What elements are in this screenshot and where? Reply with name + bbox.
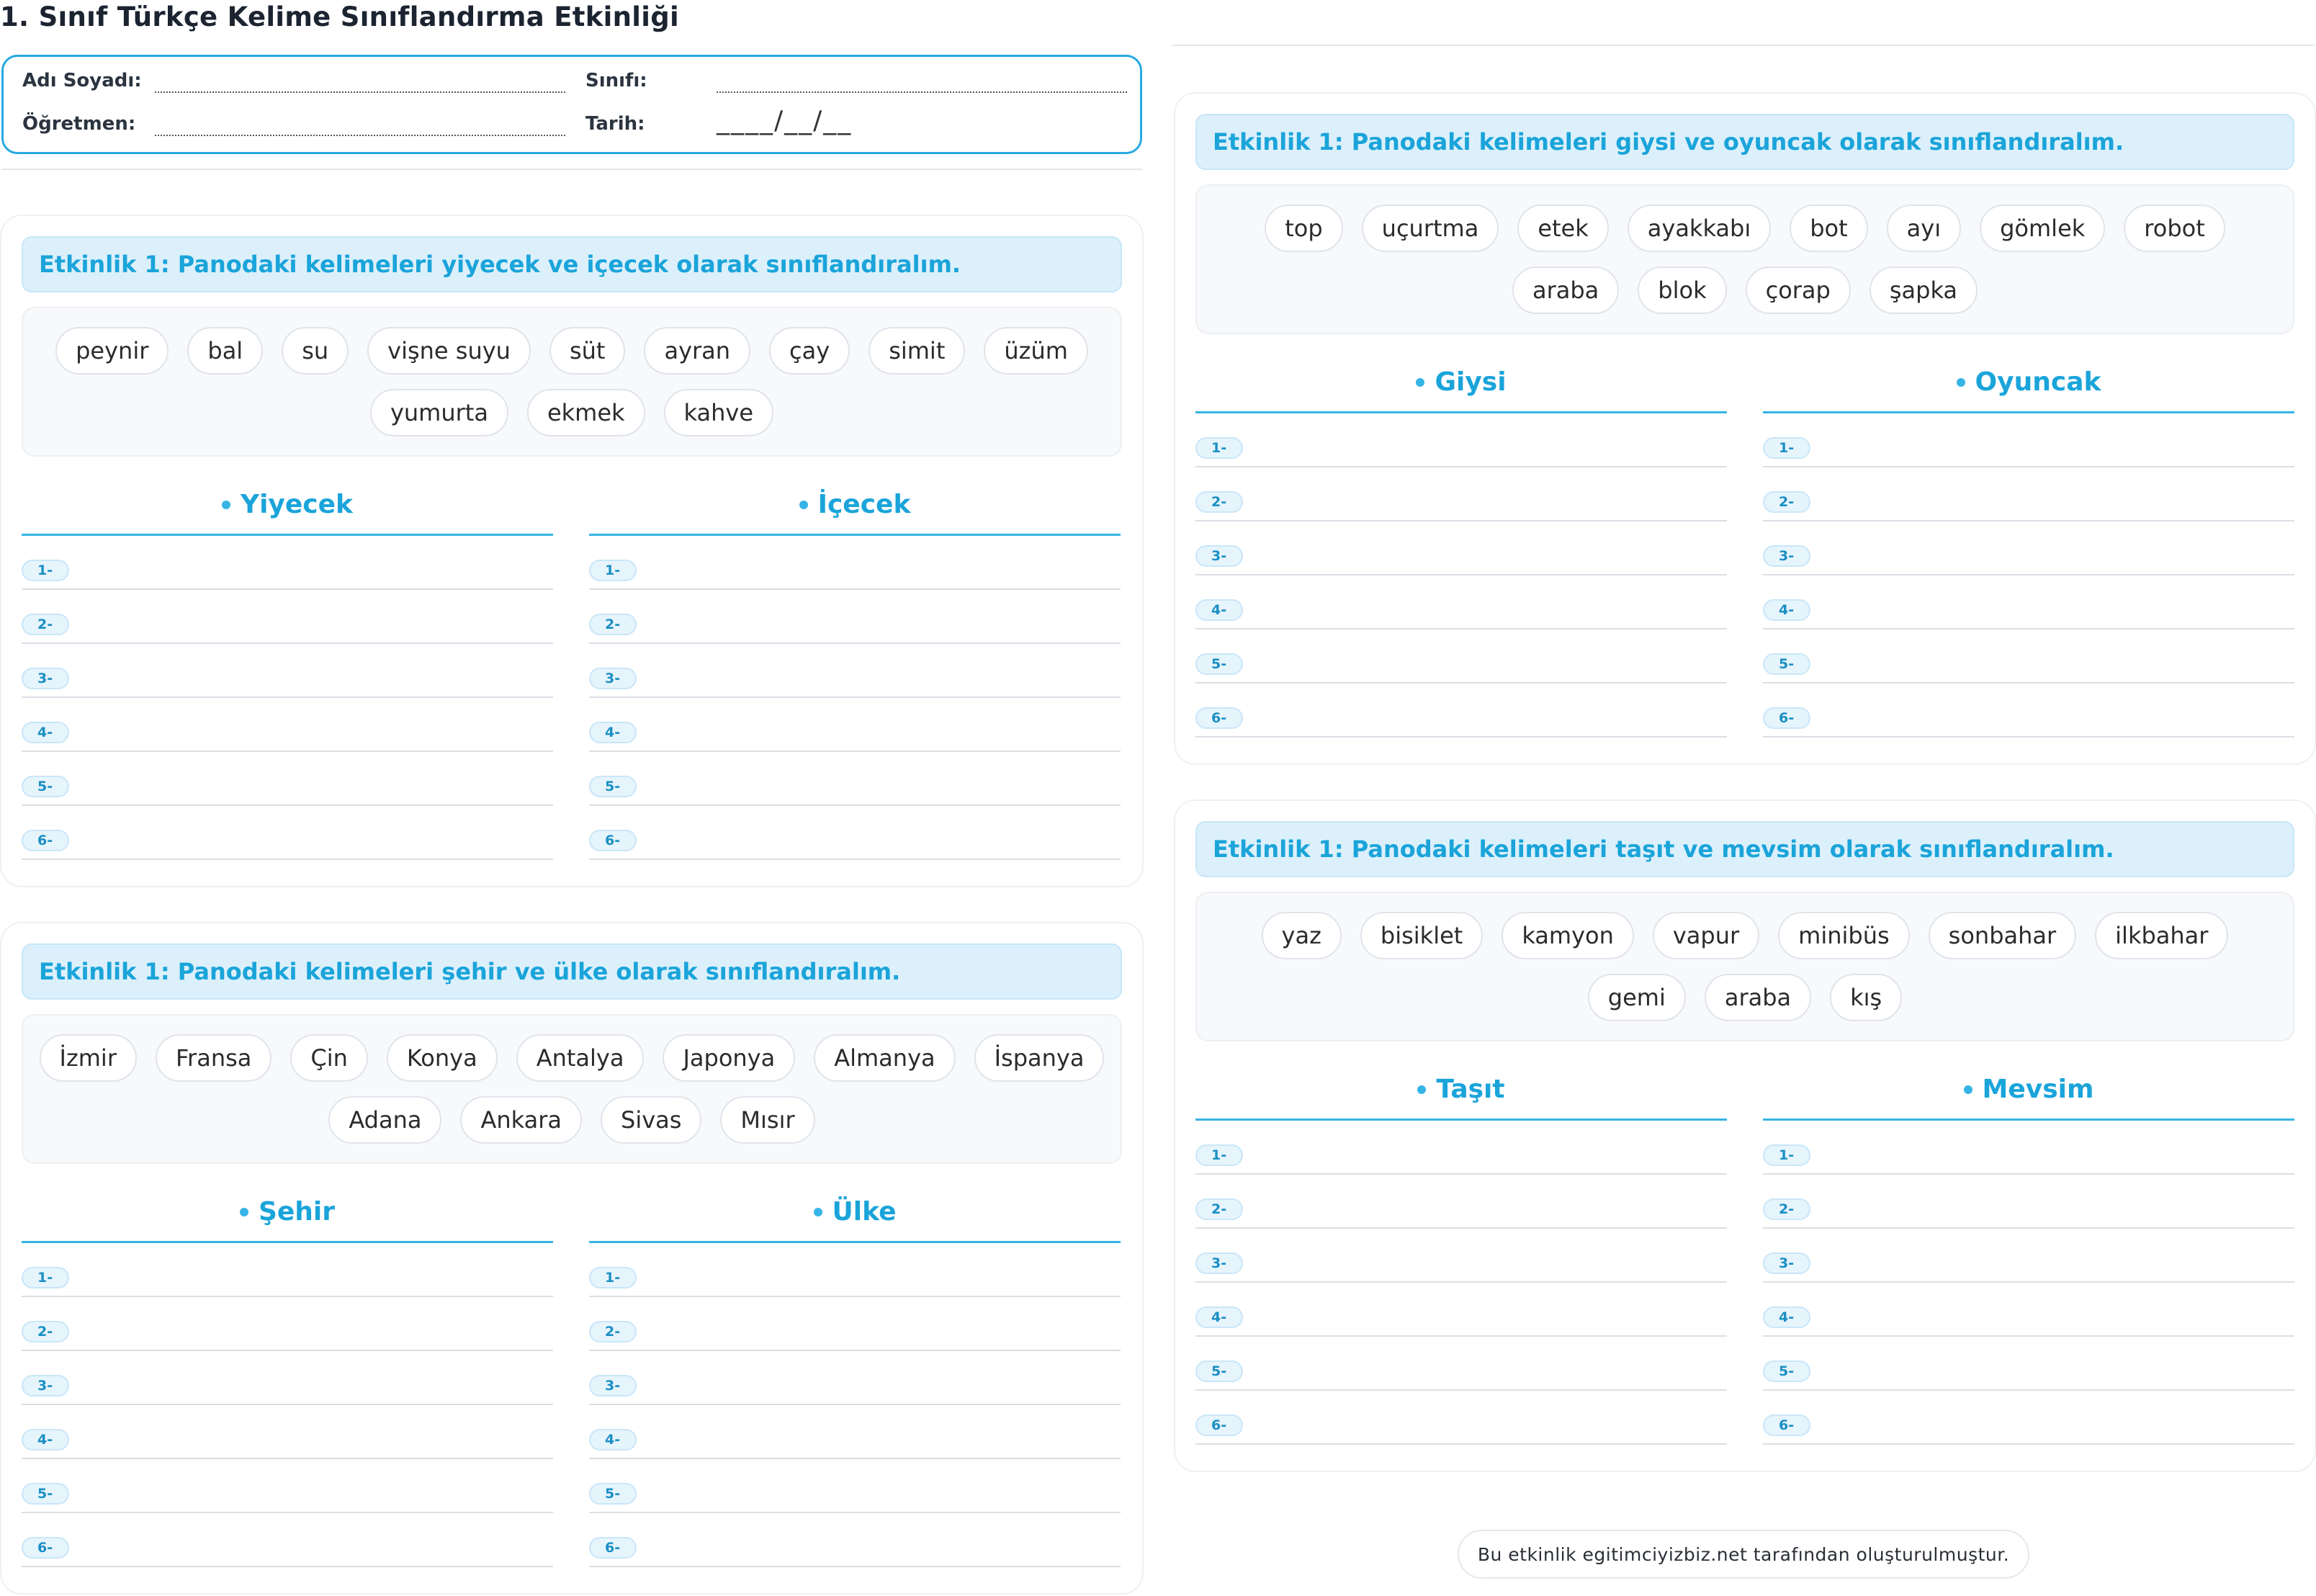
- right-category-column: [589, 1183, 1121, 1567]
- line-number: 1-: [1763, 437, 1810, 459]
- word-bank: [1195, 184, 2294, 334]
- answer-line[interactable]: [1195, 1121, 1727, 1175]
- bullet-icon: [240, 1208, 248, 1216]
- divider: [1172, 45, 2315, 46]
- word-chip[interactable]: Antalya: [516, 1034, 645, 1082]
- answer-line[interactable]: [589, 1459, 1121, 1513]
- line-number: 1-: [22, 1267, 69, 1288]
- line-number: 3-: [589, 1375, 637, 1396]
- line-number: 1-: [1763, 1144, 1810, 1166]
- line-number: 1-: [1195, 1144, 1243, 1166]
- class-field[interactable]: [717, 91, 1127, 93]
- answer-line[interactable]: [22, 1243, 553, 1297]
- line-number: 6-: [22, 830, 69, 851]
- word-chip[interactable]: vapur: [1653, 912, 1759, 959]
- word-chip[interactable]: İzmir: [40, 1034, 137, 1082]
- category-label: Şehir: [258, 1197, 336, 1227]
- answer-line[interactable]: [1195, 1175, 1727, 1229]
- answer-line[interactable]: [1763, 467, 2294, 521]
- category-heading: [1763, 1060, 2294, 1121]
- answer-line[interactable]: [589, 698, 1121, 752]
- line-number: 6-: [1195, 1415, 1243, 1436]
- line-number: 3-: [1195, 545, 1243, 567]
- answer-line[interactable]: [1195, 467, 1727, 521]
- answer-line[interactable]: [22, 1405, 553, 1459]
- category-label: Mevsim: [1982, 1075, 2094, 1104]
- word-chip[interactable]: şapka: [1870, 266, 1978, 314]
- student-info-box: [1, 55, 1142, 154]
- line-number: 6-: [1763, 707, 1810, 729]
- line-number: 2-: [1195, 1198, 1243, 1220]
- line-number: 5-: [589, 1483, 637, 1505]
- answer-line[interactable]: [1195, 521, 1727, 575]
- class-label: Sınıfı:: [585, 70, 647, 91]
- word-chip[interactable]: peynir: [55, 327, 169, 375]
- answer-line[interactable]: [22, 644, 553, 698]
- category-label: Giysi: [1435, 367, 1507, 397]
- word-chip[interactable]: etek: [1517, 205, 1608, 252]
- left-category-column: [22, 1183, 553, 1567]
- line-number: 6-: [1763, 1415, 1810, 1436]
- answer-line[interactable]: [589, 1351, 1121, 1405]
- line-number: 5-: [589, 776, 637, 797]
- word-chip[interactable]: ekmek: [527, 389, 645, 436]
- answer-line[interactable]: [22, 1513, 553, 1567]
- line-number: 5-: [1763, 1360, 1810, 1382]
- answer-line[interactable]: [589, 806, 1121, 860]
- left-category-column: [1195, 353, 1727, 738]
- word-chip[interactable]: sonbahar: [1929, 912, 2077, 959]
- category-heading: [1195, 353, 1727, 413]
- activity-card: [0, 922, 1144, 1595]
- word-chip[interactable]: simit: [868, 327, 965, 375]
- bullet-icon: [222, 501, 230, 509]
- left-category-column: [22, 475, 553, 860]
- answer-line[interactable]: [1763, 1391, 2294, 1445]
- line-number: 2-: [1763, 491, 1810, 513]
- line-number: 1-: [1195, 437, 1243, 459]
- category-label: İçecek: [817, 490, 911, 519]
- answer-line[interactable]: [1195, 575, 1727, 629]
- word-chip[interactable]: Fransa: [156, 1034, 271, 1082]
- word-chip[interactable]: Sivas: [601, 1096, 701, 1144]
- bullet-icon: [814, 1208, 822, 1216]
- line-number: 4-: [1763, 1306, 1810, 1328]
- line-number: 1-: [589, 1267, 637, 1288]
- bullet-icon: [1417, 1085, 1426, 1094]
- date-label: Tarih:: [585, 113, 645, 135]
- answer-line[interactable]: [22, 1297, 553, 1351]
- date-field[interactable]: ____/__/__: [717, 106, 853, 135]
- word-chip[interactable]: çay: [769, 327, 850, 375]
- line-number: 6-: [589, 1537, 637, 1559]
- line-number: 2-: [22, 614, 69, 635]
- answer-line[interactable]: [1763, 629, 2294, 683]
- bullet-icon: [1964, 1085, 1972, 1094]
- answer-line[interactable]: [22, 806, 553, 860]
- word-chip[interactable]: bisiklet: [1360, 912, 1483, 959]
- answer-line[interactable]: [589, 752, 1121, 806]
- category-label: Taşıt: [1436, 1075, 1505, 1104]
- answer-line[interactable]: [22, 536, 553, 590]
- word-chip[interactable]: araba: [1705, 974, 1811, 1021]
- line-number: 2-: [589, 1321, 637, 1342]
- answer-line[interactable]: [589, 590, 1121, 644]
- line-number: 3-: [589, 668, 637, 689]
- answer-line[interactable]: [22, 590, 553, 644]
- word-chip[interactable]: yaz: [1262, 912, 1342, 959]
- word-chip[interactable]: top: [1265, 205, 1342, 252]
- word-chip[interactable]: bal: [187, 327, 263, 375]
- line-number: 4-: [589, 722, 637, 743]
- answer-line[interactable]: [1195, 413, 1727, 467]
- word-chip[interactable]: bot: [1790, 205, 1867, 252]
- activity-card: [1174, 799, 2316, 1472]
- word-chip[interactable]: Adana: [328, 1096, 441, 1144]
- line-number: 4-: [1195, 599, 1243, 621]
- right-category-column: [1763, 1060, 2294, 1445]
- answer-line[interactable]: [1763, 521, 2294, 575]
- word-chip[interactable]: Japonya: [663, 1034, 795, 1082]
- line-number: 1-: [22, 560, 69, 581]
- answer-line[interactable]: [22, 698, 553, 752]
- answer-line[interactable]: [1763, 413, 2294, 467]
- category-heading: [22, 1183, 553, 1243]
- answer-line[interactable]: [1763, 1175, 2294, 1229]
- line-number: 5-: [22, 776, 69, 797]
- line-number: 6-: [1195, 707, 1243, 729]
- answer-line[interactable]: [1763, 1229, 2294, 1283]
- answer-line[interactable]: [1763, 1121, 2294, 1175]
- word-chip[interactable]: Almanya: [814, 1034, 955, 1082]
- word-chip[interactable]: uçurtma: [1362, 205, 1499, 252]
- answer-line[interactable]: [1195, 1337, 1727, 1391]
- answer-line[interactable]: [1763, 683, 2294, 738]
- line-number: 4-: [1195, 1306, 1243, 1328]
- answer-line[interactable]: [1195, 1283, 1727, 1337]
- right-category-column: [589, 475, 1121, 860]
- answer-line[interactable]: [589, 1513, 1121, 1567]
- word-chip[interactable]: su: [282, 327, 349, 375]
- line-number: 4-: [22, 722, 69, 743]
- word-chip[interactable]: üzüm: [984, 327, 1088, 375]
- answer-line[interactable]: [1195, 1229, 1727, 1283]
- word-chip[interactable]: ilkbahar: [2095, 912, 2228, 959]
- line-number: 2-: [589, 614, 637, 635]
- line-number: 4-: [589, 1429, 637, 1451]
- activity-title: Etkinlik 1: Panodaki kelimeleri şehir ve ülke olarak sınıflandıralım.: [22, 943, 1122, 1000]
- line-number: 3-: [22, 1375, 69, 1396]
- bullet-icon: [799, 501, 808, 509]
- category-heading: [22, 475, 553, 536]
- answer-line[interactable]: [1763, 1283, 2294, 1337]
- bullet-icon: [1957, 378, 1965, 387]
- word-chip[interactable]: ayran: [644, 327, 750, 375]
- word-chip[interactable]: Ankara: [460, 1096, 582, 1144]
- line-number: 2-: [22, 1321, 69, 1342]
- word-chip[interactable]: kış: [1830, 974, 1902, 1021]
- activity-card: [0, 215, 1144, 887]
- word-chip[interactable]: süt: [549, 327, 626, 375]
- word-bank: [22, 307, 1122, 457]
- answer-line[interactable]: [589, 1405, 1121, 1459]
- answer-line[interactable]: [22, 752, 553, 806]
- activity-title: Etkinlik 1: Panodaki kelimeleri giysi ve oyuncak olarak sınıflandıralım.: [1195, 114, 2294, 170]
- line-number: 6-: [589, 830, 637, 851]
- word-chip[interactable]: blok: [1638, 266, 1726, 314]
- category-heading: [589, 1183, 1121, 1243]
- word-chip[interactable]: minibüs: [1778, 912, 1910, 959]
- category-heading: [589, 475, 1121, 536]
- line-number: 3-: [1763, 1252, 1810, 1274]
- line-number: 5-: [1195, 1360, 1243, 1382]
- category-label: Oyuncak: [1975, 367, 2101, 397]
- name-label: Adı Soyadı:: [22, 70, 142, 91]
- word-chip[interactable]: araba: [1512, 266, 1619, 314]
- word-chip[interactable]: gömlek: [1980, 205, 2105, 252]
- line-number: 5-: [1195, 653, 1243, 675]
- line-number: 2-: [1763, 1198, 1810, 1220]
- answer-line[interactable]: [1195, 683, 1727, 738]
- word-chip[interactable]: robot: [2124, 205, 2225, 252]
- activity-title: Etkinlik 1: Panodaki kelimeleri yiyecek ve içecek olarak sınıflandıralım.: [22, 236, 1122, 292]
- word-bank: [1195, 892, 2294, 1041]
- answer-line[interactable]: [589, 1243, 1121, 1297]
- page-title: 1. Sınıf Türkçe Kelime Sınıflandırma Etkinliği: [0, 1, 680, 32]
- word-chip[interactable]: çorap: [1746, 266, 1851, 314]
- line-number: 3-: [1195, 1252, 1243, 1274]
- activity-card: [1174, 92, 2316, 765]
- footer-credit: Bu etkinlik egitimciyizbiz.net tarafından oluşturulmuştur.: [1458, 1530, 2029, 1579]
- answer-line[interactable]: [22, 1351, 553, 1405]
- line-number: 1-: [589, 560, 637, 581]
- word-chip[interactable]: kahve: [664, 389, 773, 436]
- activity-title: Etkinlik 1: Panodaki kelimeleri taşıt ve mevsim olarak sınıflandıralım.: [1195, 821, 2294, 877]
- line-number: 3-: [1763, 545, 1810, 567]
- line-number: 4-: [22, 1429, 69, 1451]
- line-number: 5-: [1763, 653, 1810, 675]
- category-heading: [1195, 1060, 1727, 1121]
- line-number: 6-: [22, 1537, 69, 1559]
- answer-line[interactable]: [1763, 1337, 2294, 1391]
- category-heading: [1763, 353, 2294, 413]
- answer-line[interactable]: [1195, 629, 1727, 683]
- answer-line[interactable]: [1763, 575, 2294, 629]
- right-category-column: [1763, 353, 2294, 738]
- category-label: Yiyecek: [241, 490, 353, 519]
- line-number: 2-: [1195, 491, 1243, 513]
- answer-line[interactable]: [589, 1297, 1121, 1351]
- word-chip[interactable]: gemi: [1588, 974, 1686, 1021]
- word-bank: [22, 1014, 1122, 1164]
- left-category-column: [1195, 1060, 1727, 1445]
- category-label: Ülke: [832, 1197, 897, 1227]
- name-field[interactable]: [155, 91, 565, 93]
- bullet-icon: [1416, 378, 1424, 387]
- line-number: 5-: [22, 1483, 69, 1505]
- teacher-field[interactable]: [155, 135, 565, 136]
- answer-line[interactable]: [22, 1459, 553, 1513]
- word-chip[interactable]: Konya: [387, 1034, 498, 1082]
- divider: [1, 169, 1142, 170]
- teacher-label: Öğretmen:: [22, 113, 136, 135]
- word-chip[interactable]: Mısır: [720, 1096, 814, 1144]
- answer-line[interactable]: [589, 644, 1121, 698]
- word-chip[interactable]: ayakkabı: [1628, 205, 1771, 252]
- word-chip[interactable]: Çin: [290, 1034, 368, 1082]
- word-chip[interactable]: vişne suyu: [367, 327, 531, 375]
- line-number: 4-: [1763, 599, 1810, 621]
- word-chip[interactable]: yumurta: [370, 389, 508, 436]
- word-chip[interactable]: İspanya: [974, 1034, 1105, 1082]
- word-chip[interactable]: ayı: [1887, 205, 1961, 252]
- answer-line[interactable]: [589, 536, 1121, 590]
- answer-line[interactable]: [1195, 1391, 1727, 1445]
- line-number: 3-: [22, 668, 69, 689]
- word-chip[interactable]: kamyon: [1502, 912, 1634, 959]
